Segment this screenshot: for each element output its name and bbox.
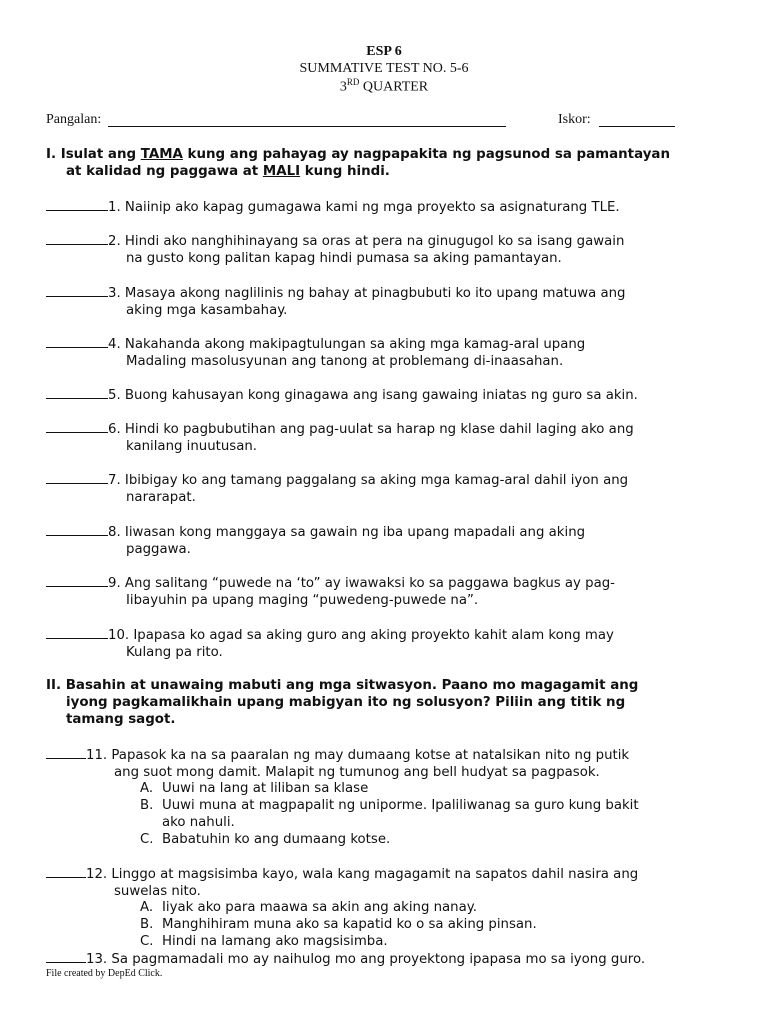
answer-blank[interactable]	[46, 523, 108, 536]
score-field[interactable]	[599, 126, 675, 127]
choice-12-c[interactable]: C. Hindi na lamang ako magsisimba.	[140, 934, 388, 949]
answer-blank[interactable]	[46, 865, 86, 878]
answer-blank[interactable]	[46, 198, 108, 211]
choice-12-b[interactable]: B. Manghihiram muna ako sa kapatid ko o sa aking pinsan.	[140, 917, 537, 932]
item-5: 5. Buong kahusayan kong ginagawa ang isang gawaing iniatas ng guro sa akin.	[46, 386, 736, 404]
subject-heading: ESP 6	[366, 44, 402, 59]
test-title: SUMMATIVE TEST NO. 5-6	[299, 61, 469, 76]
answer-blank[interactable]	[46, 950, 86, 963]
name-label: Pangalan:	[46, 112, 102, 127]
quarter-label: 3RD QUARTER	[339, 77, 429, 95]
answer-blank[interactable]	[46, 746, 86, 759]
answer-blank[interactable]	[46, 574, 108, 587]
section-1-instructions: I. Isulat ang TAMA kung ang pahayag ay nagpapakita ng pagsunod sa pamantayan at kalidad ng paggawa at MALI kung hindi.	[46, 147, 670, 179]
choice-11-a[interactable]: A. Uuwi na lang at liliban sa klase	[140, 781, 369, 796]
score-label: Iskor:	[558, 112, 591, 127]
item-8: 8. Iiwasan kong manggaya sa gawain ng iba upang mapadali ang aking paggawa.	[46, 523, 736, 558]
question-11: 11. Papasok ka na sa paaralan ng may dumaang kotse at natalsikan nito ng putik ang suot mong damit. Malapit ng tumunog ang bell hudyat sa pagpasok.	[46, 746, 736, 781]
footer-credit: File created by DepEd Click.	[46, 968, 163, 979]
answer-blank[interactable]	[46, 284, 108, 297]
item-2: 2. Hindi ako nanghihinayang sa oras at pera na ginugugol ko sa isang gawain na gusto kong palitan kapag hindi pumasa sa aking pamantayan.	[46, 232, 736, 267]
item-9: 9. Ang salitang “puwede na ‘to” ay iwawaksi ko sa paggawa bagkus ay pag- Iibayuhin pa upang maging “puwedeng-puwede na”.	[46, 574, 736, 609]
answer-blank[interactable]	[46, 420, 108, 433]
item-7: 7. Ibibigay ko ang tamang paggalang sa aking mga kamag-aral dahil iyon ang nararapat.	[46, 471, 736, 506]
answer-blank[interactable]	[46, 232, 108, 245]
choice-11-c[interactable]: C. Babatuhin ko ang dumaang kotse.	[140, 832, 391, 847]
choice-11-b[interactable]: B. Uuwi muna at magpapalit ng uniporme. Ipaliliwanag sa guro kung bakit ako nahuli.	[140, 798, 639, 830]
answer-blank[interactable]	[46, 626, 108, 639]
name-field[interactable]	[108, 126, 506, 127]
item-1: 1. Naiinip ako kapag gumagawa kami ng mga proyekto sa asignaturang TLE.	[46, 198, 736, 216]
choice-12-a[interactable]: A. Iiyak ako para maawa sa akin ang aking nanay.	[140, 900, 477, 915]
item-6: 6. Hindi ko pagbubutihan ang pag-uulat sa harap ng klase dahil laging ako ang kanilang inuutusan.	[46, 420, 736, 455]
item-3: 3. Masaya akong naglilinis ng bahay at pinagbubuti ko ito upang matuwa ang aking mga kasambahay.	[46, 284, 736, 319]
answer-blank[interactable]	[46, 386, 108, 399]
item-4: 4. Nakahanda akong makipagtulungan sa aking mga kamag-aral upang Madaling masolusyunan ang tanong at problemang di-inaasahan.	[46, 335, 736, 370]
answer-blank[interactable]	[46, 471, 108, 484]
answer-blank[interactable]	[46, 335, 108, 348]
question-13: 13. Sa pagmamadali mo ay naihulog mo ang proyektong ipapasa mo sa iyong guro.	[46, 950, 736, 968]
name-score-row	[46, 112, 726, 130]
item-10: 10. Ipapasa ko agad sa aking guro ang aking proyekto kahit alam kong may Kulang pa rito.	[46, 626, 736, 661]
section-2-instructions: II. Basahin at unawaing mabuti ang mga sitwasyon. Paano mo magagamit ang iyong pagkamalikhain upang mabigyan ito ng solusyon? Piliin ang titik ng tamang sagot.	[46, 678, 639, 727]
question-12: 12. Linggo at magsisimba kayo, wala kang magagamit na sapatos dahil nasira ang suwelas nito.	[46, 865, 736, 900]
